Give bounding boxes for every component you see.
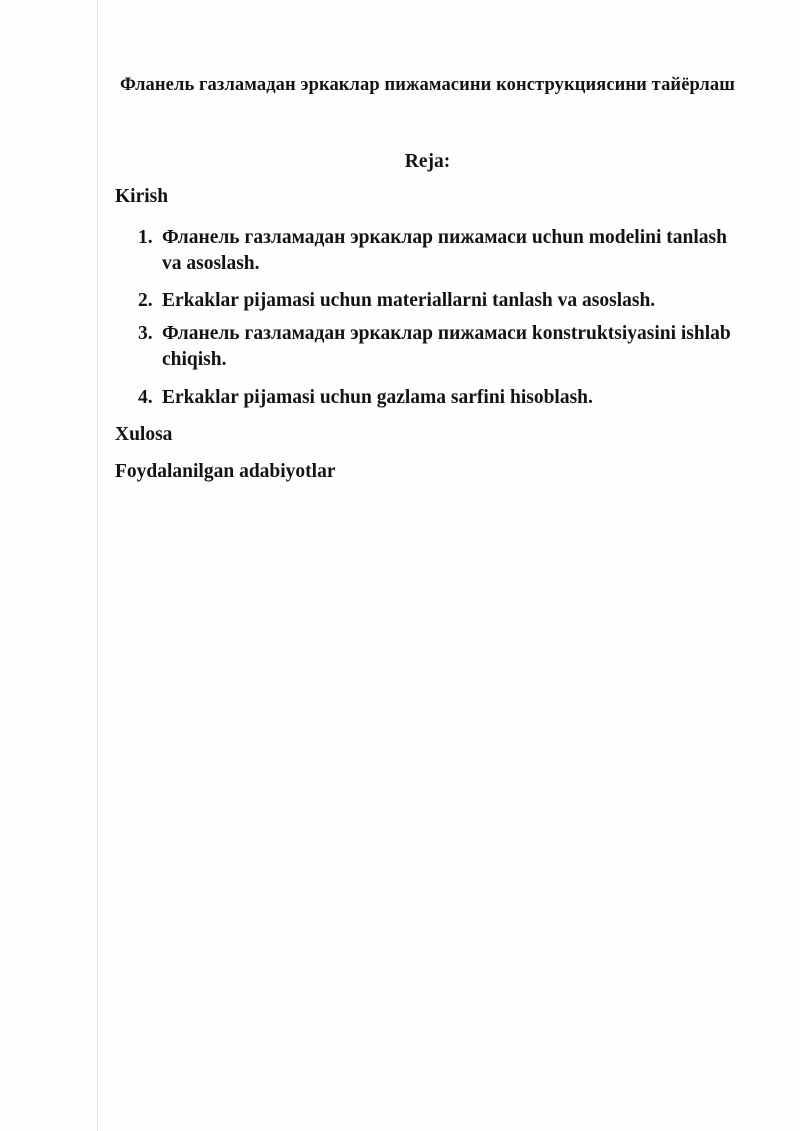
list-item-text: Erkaklar pijamasi uchun gazlama sarfini hisoblash. bbox=[162, 387, 593, 408]
section-conclusion: Xulosa bbox=[115, 424, 173, 445]
list-item bbox=[115, 385, 740, 411]
plan-heading: Reja: bbox=[404, 151, 451, 172]
section-intro: Kirish bbox=[115, 186, 169, 207]
scanned-page-edge bbox=[97, 0, 98, 1131]
list-item bbox=[115, 288, 740, 314]
list-item-text: Фланель газламадан эркаклар пижамаси uchun modelini tanlash va asoslash. bbox=[162, 227, 727, 274]
list-item-text: Фланель газламадан эркаклар пижамаси konstruktsiyasini ishlab chiqish. bbox=[162, 323, 731, 370]
list-item-number: 2. bbox=[138, 290, 153, 311]
list-item-number: 3. bbox=[138, 323, 153, 344]
list-item bbox=[115, 321, 740, 373]
list-item bbox=[115, 225, 740, 277]
section-references: Foydalanilgan adabiyotlar bbox=[115, 461, 336, 482]
list-item-text: Erkaklar pijamasi uchun materiallarni tanlash va asoslash. bbox=[162, 290, 656, 311]
document-title: Фланель газламадан эркаклар пижамасини конструкциясини тайёрлаш bbox=[120, 75, 735, 95]
list-item-number: 4. bbox=[138, 387, 153, 408]
list-item-number: 1. bbox=[138, 227, 153, 248]
